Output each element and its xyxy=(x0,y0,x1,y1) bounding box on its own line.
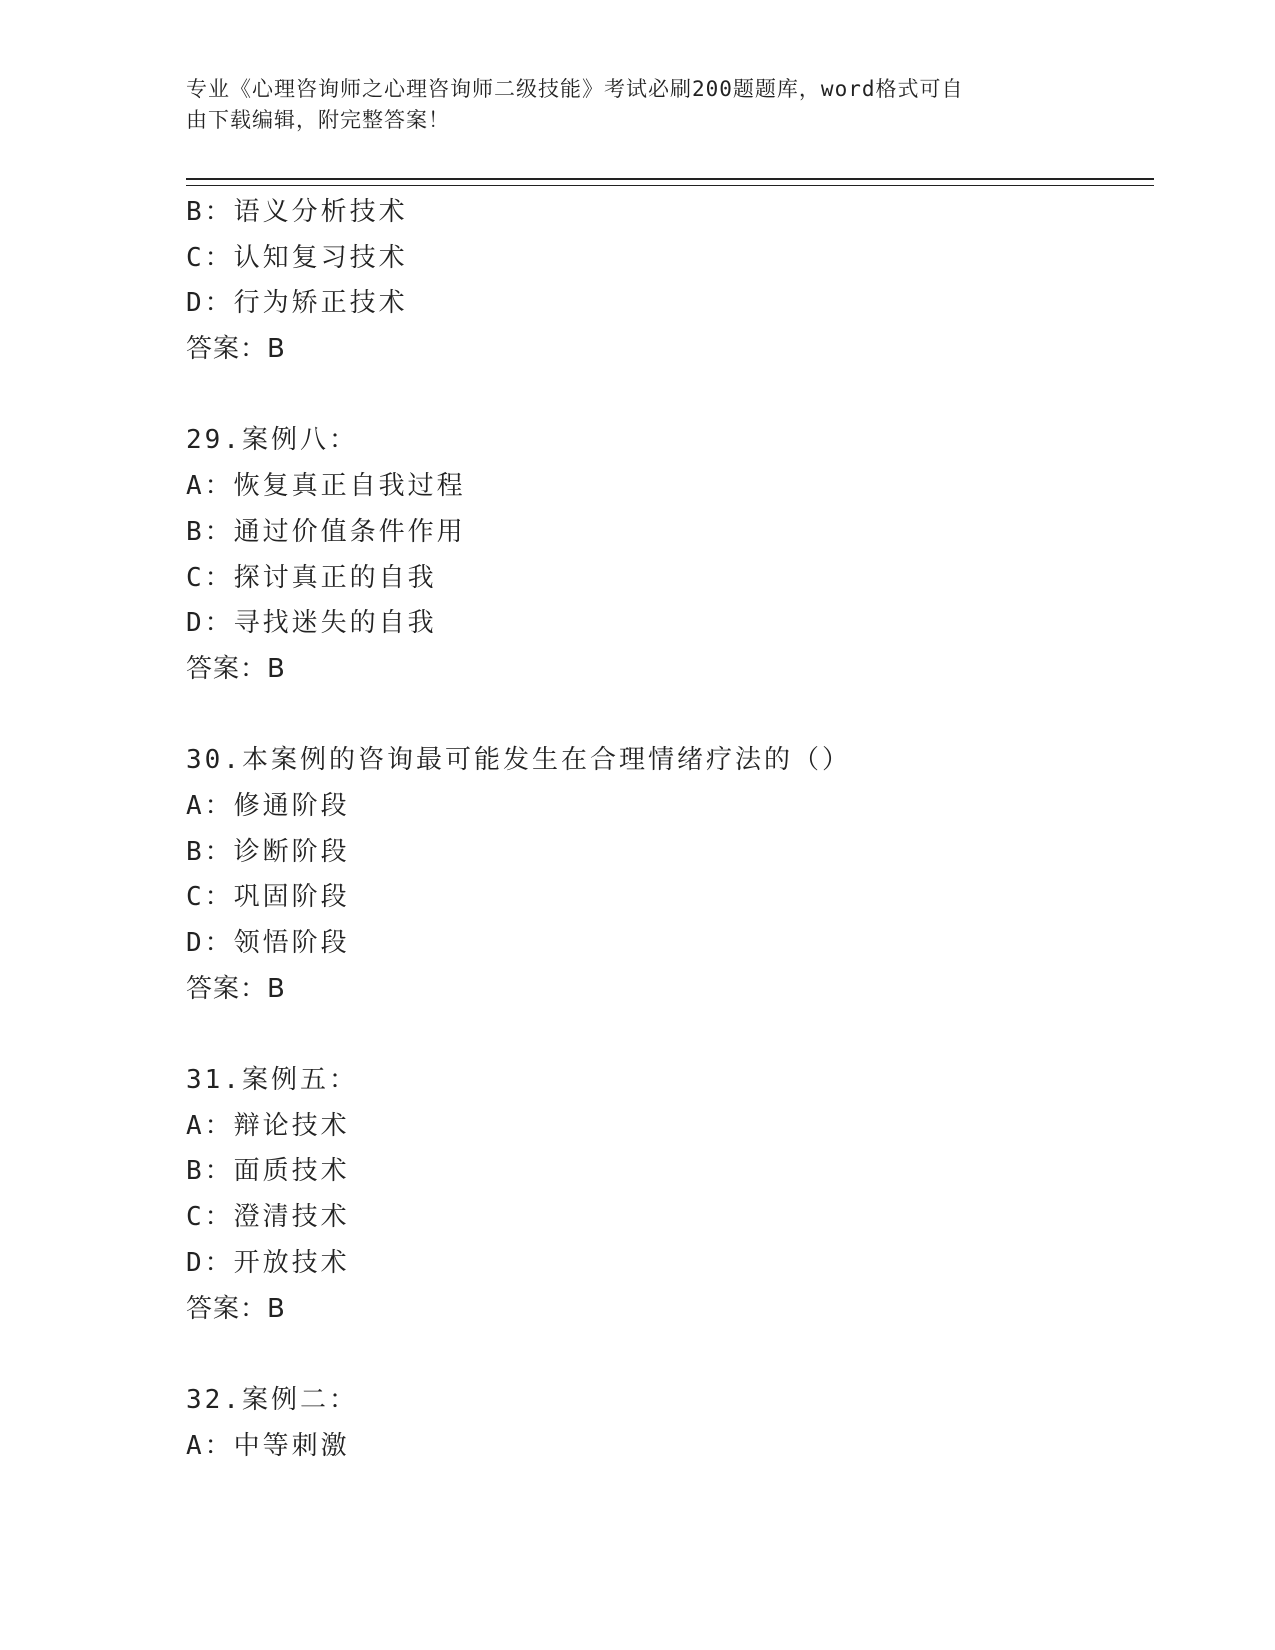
option-c: C：探讨真正的自我 xyxy=(186,562,437,593)
option-b: B：面质技术 xyxy=(186,1156,350,1187)
option-c: C：巩固阶段 xyxy=(186,882,350,913)
option-c: C：认知复习技术 xyxy=(186,242,408,273)
option-a: A：辩论技术 xyxy=(186,1110,350,1141)
spacer xyxy=(186,1012,1146,1058)
question-list xyxy=(186,190,1146,1469)
option-a: A：恢复真正自我过程 xyxy=(186,471,466,502)
question-stem: 31.案例五： xyxy=(186,1065,358,1096)
header-divider xyxy=(186,178,1154,186)
option-b: B：诊断阶段 xyxy=(186,836,350,867)
question-29 xyxy=(186,418,1146,692)
question-32 xyxy=(186,1378,1146,1469)
answer-line: 答案：B xyxy=(186,973,286,1004)
header-line-1: 专业《心理咨询师之心理咨询师二级技能》考试必刷200题题库，word格式可自 xyxy=(186,77,964,101)
option-d: D：行为矫正技术 xyxy=(186,288,408,319)
spacer xyxy=(186,693,1146,739)
option-d: D：领悟阶段 xyxy=(186,928,350,958)
option-a: A：中等刺激 xyxy=(186,1430,350,1461)
question-30 xyxy=(186,738,1146,1012)
option-a: A：修通阶段 xyxy=(186,790,350,821)
question-31 xyxy=(186,1058,1146,1332)
spacer xyxy=(186,1332,1146,1378)
answer-line: 答案：B xyxy=(186,334,286,365)
question-fragment xyxy=(186,190,1146,373)
document-header xyxy=(186,74,1066,136)
option-d: D：开放技术 xyxy=(186,1247,350,1278)
header-line-2: 由下载编辑，附完整答案！ xyxy=(186,108,450,132)
answer-line: 答案：B xyxy=(186,653,286,684)
option-d: D：寻找迷失的自我 xyxy=(186,608,437,639)
option-b: B：通过价值条件作用 xyxy=(186,516,466,547)
spacer xyxy=(186,373,1146,419)
answer-line: 答案：B xyxy=(186,1293,286,1324)
question-stem: 32.案例二： xyxy=(186,1384,358,1415)
question-stem: 30.本案例的咨询最可能发生在合理情绪疗法的（） xyxy=(186,745,851,776)
option-b: B：语义分析技术 xyxy=(186,197,408,227)
option-c: C：澄清技术 xyxy=(186,1202,350,1233)
question-stem: 29.案例八： xyxy=(186,425,358,456)
